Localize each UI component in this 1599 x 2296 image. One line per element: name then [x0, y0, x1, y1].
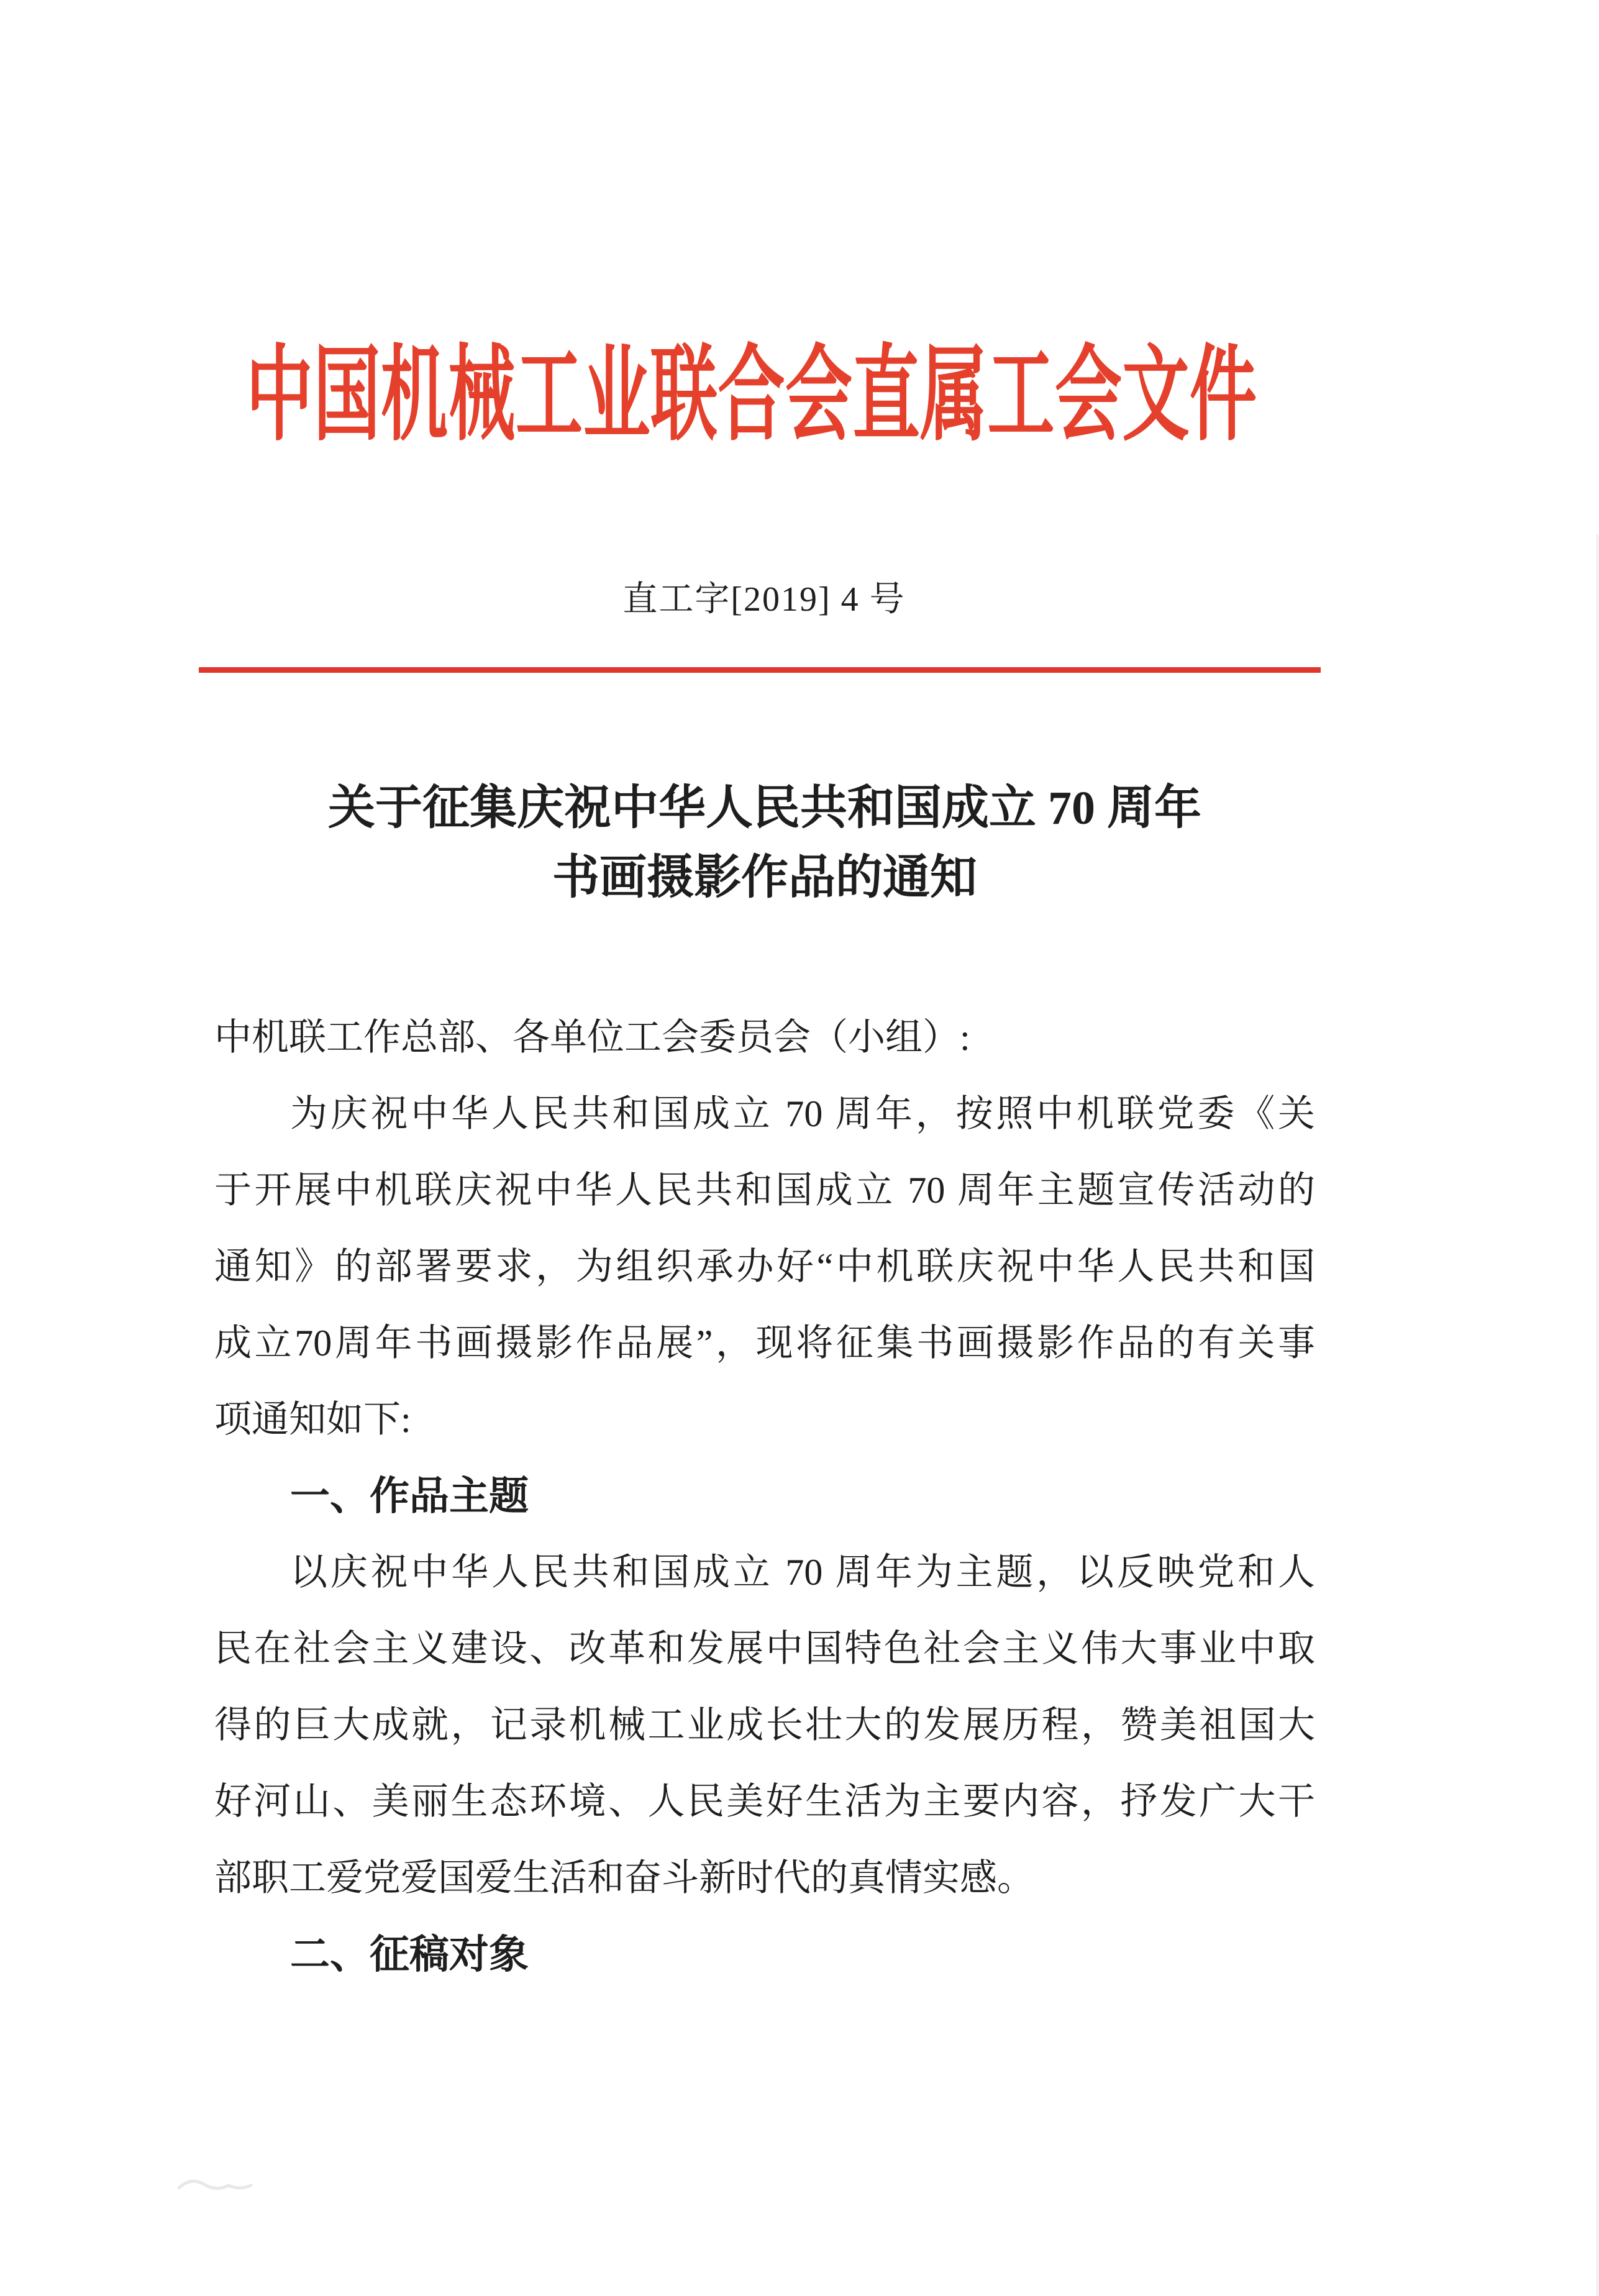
section-heading: 一、作品主题	[290, 1474, 529, 1518]
body-line: 项通知如下:	[214, 1399, 411, 1440]
body-line: 得的巨大成就，记录机械工业成长壮大的发展历程，赞美祖国大	[214, 1705, 1315, 1746]
red-letterhead-banner	[246, 339, 1257, 454]
section-heading: 二、征稿对象	[290, 1932, 529, 1977]
scan-smudge-artifact	[178, 2169, 277, 2198]
body-line: 以庆祝中华人民共和国成立 70 周年为主题，以反映党和人	[290, 1552, 1315, 1593]
notice-title-line1: 关于征集庆祝中华人民共和国成立 70 周年	[328, 782, 1201, 834]
document-body	[214, 1000, 1315, 1993]
body-line: 好河山、美丽生态环境、人民美好生活为主要内容，抒发广大干	[214, 1781, 1315, 1822]
red-divider-rule	[199, 667, 1321, 673]
body-line: 中机联工作总部、各单位工会委员会（小组）:	[214, 1017, 970, 1058]
notice-title	[214, 773, 1315, 913]
letterhead-title: 中国机械工业联合会直属工会文件	[246, 339, 1257, 454]
body-line: 通知》的部署要求，为组织承办好“中机联庆祝中华人民共和国	[214, 1246, 1315, 1287]
body-line: 于开展中机联庆祝中华人民共和国成立 70 周年主题宣传活动的	[214, 1170, 1315, 1211]
body-line: 成立70周年书画摄影作品展”，现将征集书画摄影作品的有关事	[214, 1323, 1315, 1364]
body-line: 部职工爱党爱国爱生活和奋斗新时代的真情实感。	[214, 1857, 1034, 1898]
document-number: 直工字[2019] 4 号	[622, 580, 906, 619]
body-line: 为庆祝中华人民共和国成立 70 周年，按照中机联党委《关	[290, 1093, 1315, 1134]
notice-title-line2: 书画摄影作品的通知	[552, 852, 977, 904]
scan-edge-artifact	[1596, 534, 1599, 2296]
body-line: 民在社会主义建设、改革和发展中国特色社会主义伟大事业中取	[214, 1628, 1315, 1669]
